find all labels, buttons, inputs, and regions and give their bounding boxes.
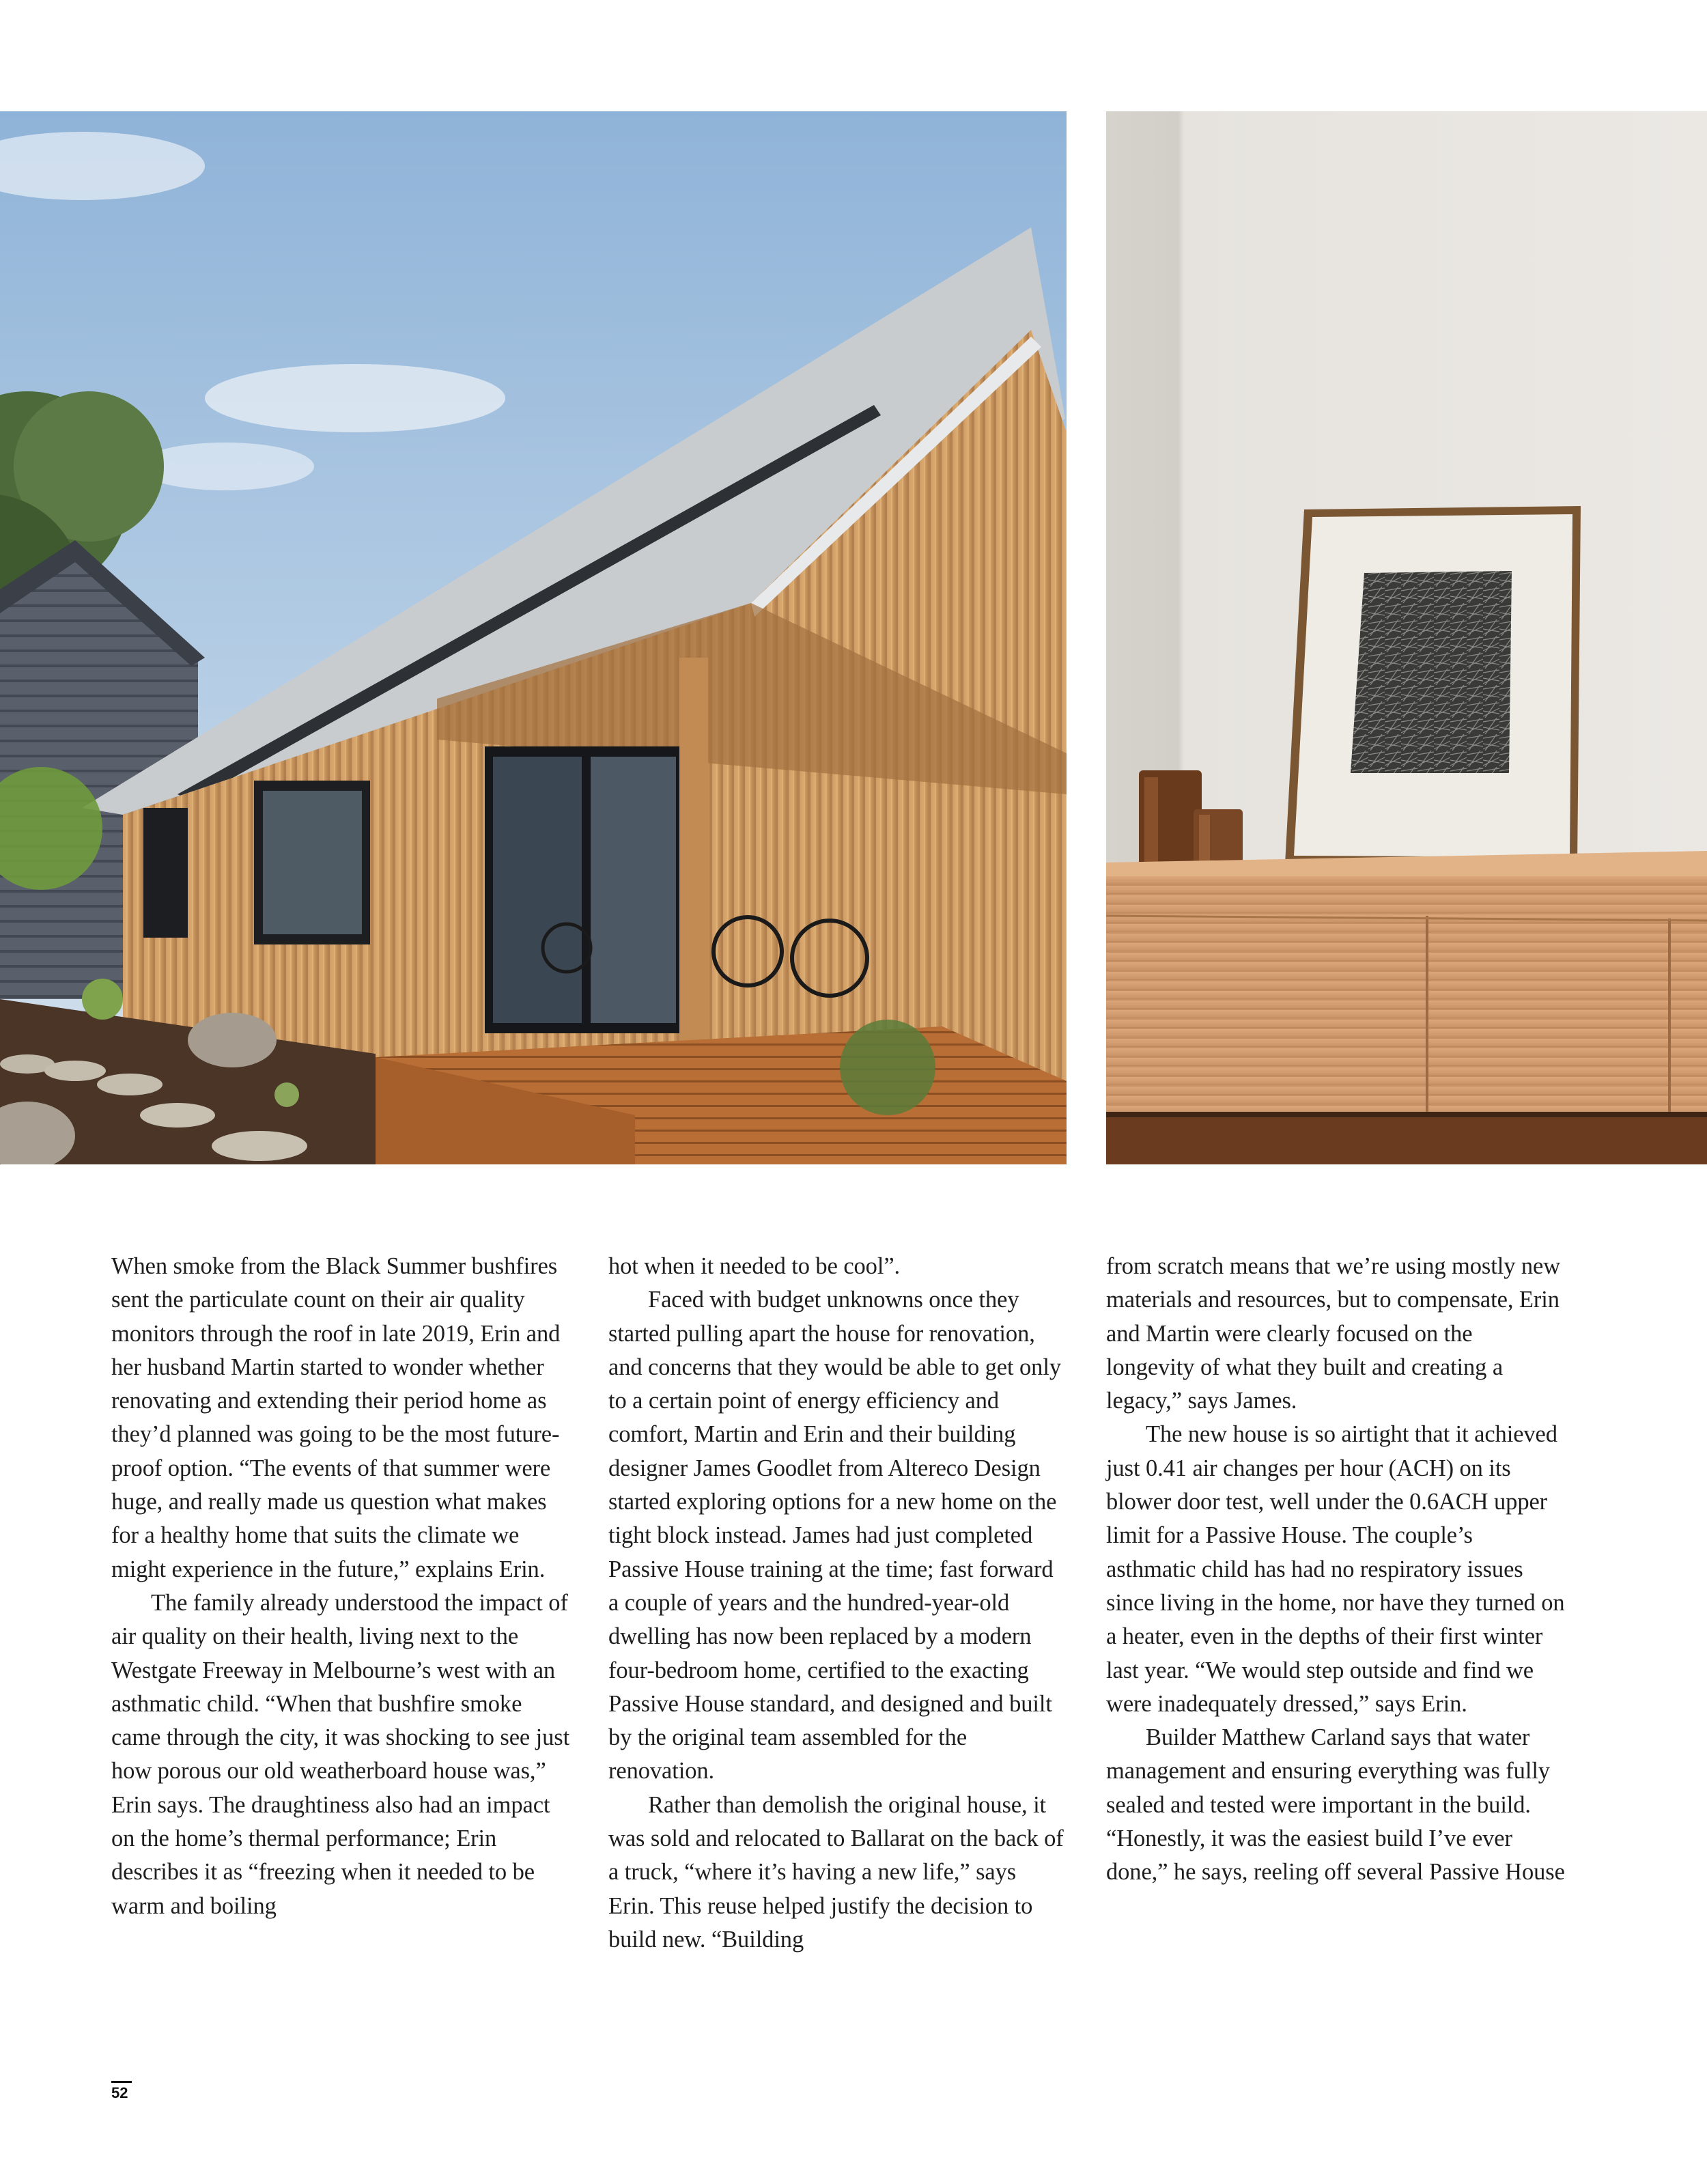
paragraph: The family already understood the impact of air quality on their health, living next to the Westgate Freeway in Melbourne’s west with an asthmatic child. “When that bushfire smoke came through the city, it was shocking to see just how porous our old weatherboard house was,” Erin says. The draughtiness also had an impact on the home’s thermal performance; Erin describes it as “freezing when it needed to be warm and boiling (111, 1589, 570, 1919)
text-column-1 (111, 1250, 570, 1923)
page-number: 52 (111, 2084, 128, 2101)
paragraph: from scratch means that we’re using mostly new materials and resources, but to compensate, Erin and Martin were clearly focused on the longevity of what they built and creating a legacy,” says James. (1106, 1253, 1561, 1414)
text-column-2 (608, 1250, 1067, 1957)
paragraph: hot when it needed to be cool”. (608, 1253, 901, 1279)
paragraph: Builder Matthew Carland says that water management and ensuring everything was fully sealed and tested were important in the build. “Honestly, it was the easiest build I’ve ever done,” he says, reeling off several Passive House (1106, 1724, 1565, 1886)
folio-rule (111, 2081, 132, 2083)
text-column-3 (1106, 1250, 1565, 1890)
paragraph: Rather than demolish the original house, it was sold and relocated to Ballarat on the back of a truck, “where it’s having a new life,” says Erin. This reuse helped justify the decision to build new. “Building (608, 1791, 1064, 1952)
house-exterior-photo (0, 111, 1067, 1164)
paragraph: When smoke from the Black Summer bushfires sent the particulate count on their air quality monitors through the roof in late 2019, Erin and her husband Martin started to wonder whether renovating and extending their period home as they’d planned was going to be the most future-proof option. “The events of that summer were huge, and really made us question what makes for a healthy home that suits the climate we might experience in the future,” explains Erin. (111, 1253, 561, 1582)
paragraph: The new house is so airtight that it achieved just 0.41 air changes per hour (ACH) on its blower door test, well under the 0.6ACH upper limit for a Passive House. The couple’s asthmatic child has had no respiratory issues since living in the home, nor have they turned on a heater, even in the depths of their first winter last year. “We would step outside and find we were inadequately dressed,” says Erin. (1106, 1421, 1565, 1717)
interior-photo (1106, 111, 1707, 1164)
paragraph: Faced with budget unknowns once they started pulling apart the house for renovation, and concerns that they would be able to get only to a certain point of energy efficiency and comfort, Martin and Erin and their building designer James Goodlet from Altereco Design started exploring options for a new home on the tight block instead. James had just completed Passive House training at the time; fast forward a couple of years and the hundred-year-old dwelling has now been replaced by a modern four-bedroom home, certified to the exacting Passive House standard, and designed and built by the original team assembled for the renovation. (608, 1287, 1061, 1784)
